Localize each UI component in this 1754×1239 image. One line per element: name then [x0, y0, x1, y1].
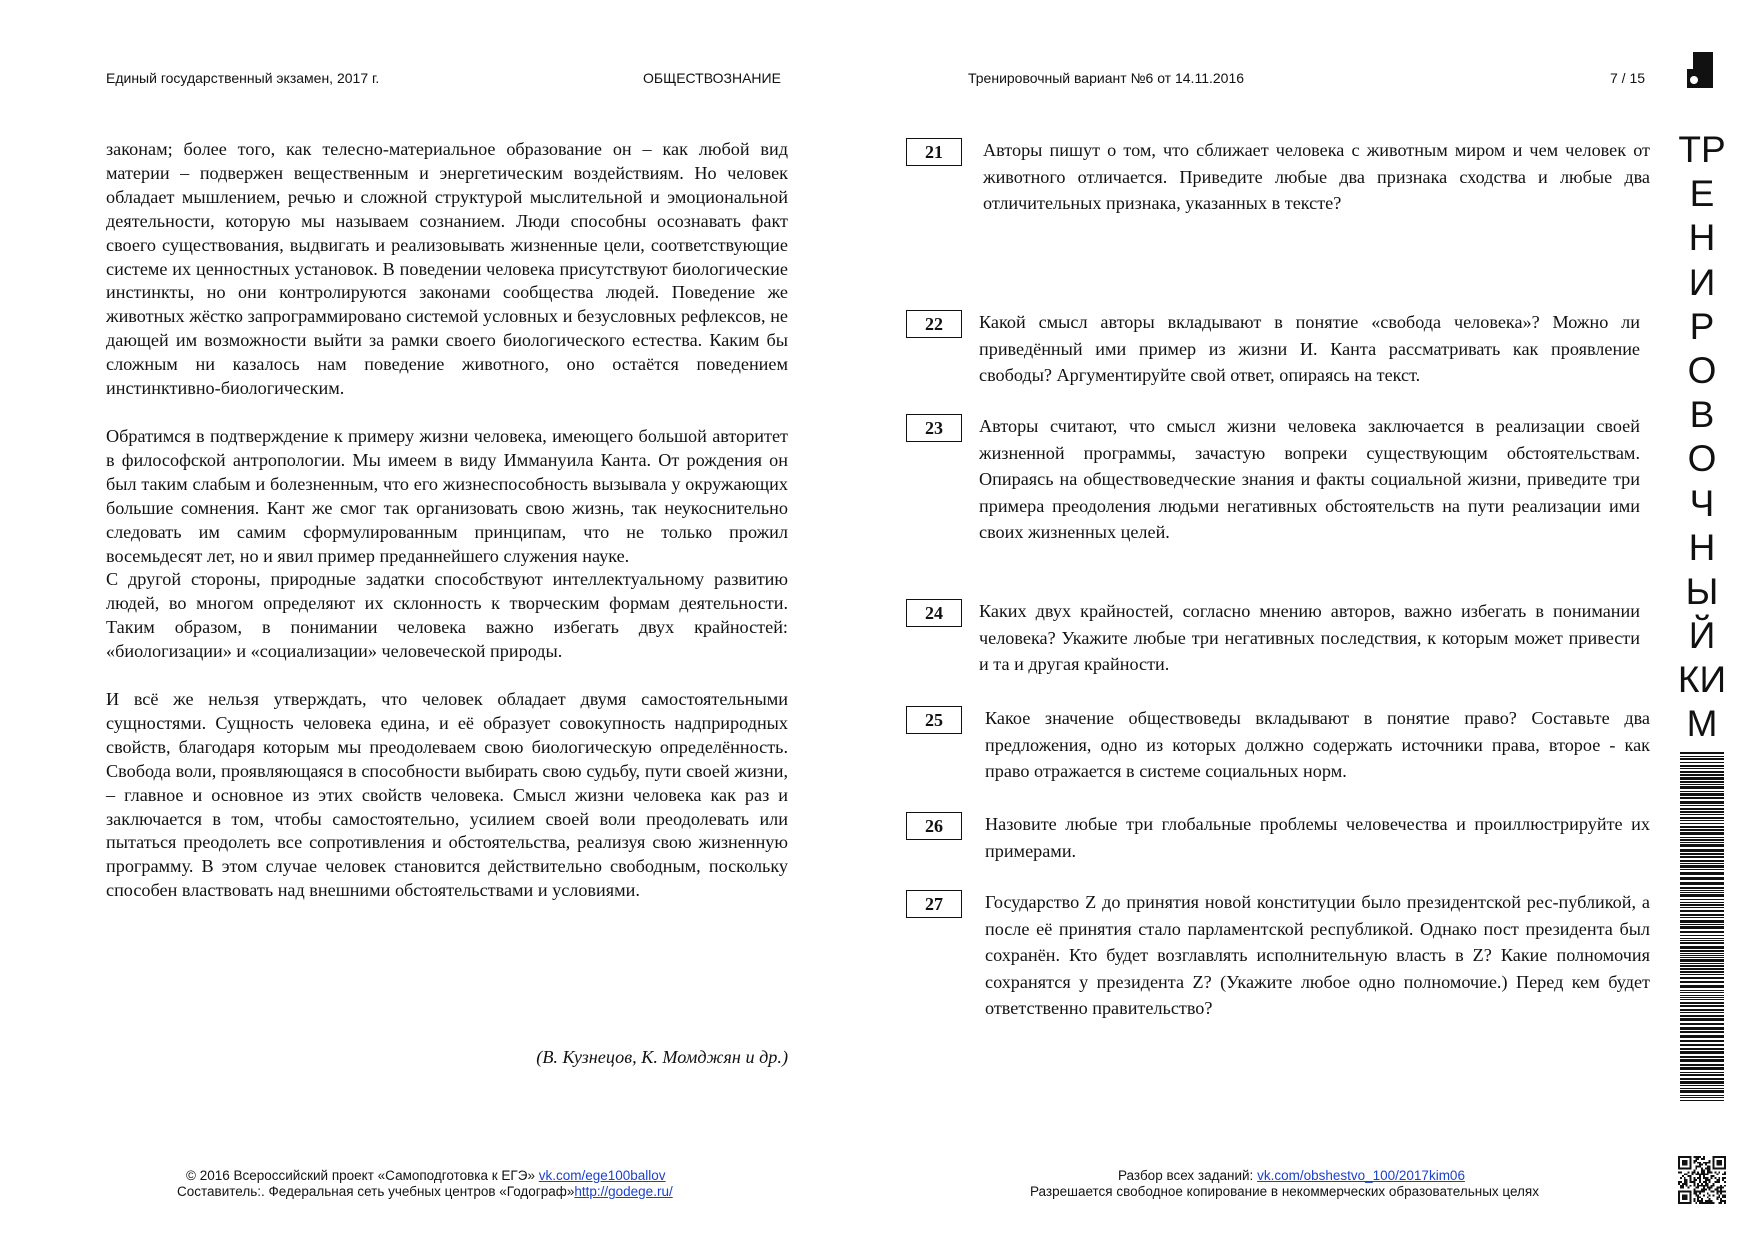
task-23	[906, 414, 1650, 542]
side-vertical-label	[1672, 128, 1732, 747]
footer-left-line-2	[177, 1184, 673, 1200]
reading-passage	[106, 138, 788, 903]
task-number: 27	[906, 890, 962, 918]
side-letter: Ы	[1685, 570, 1719, 612]
side-letter: О	[1687, 349, 1717, 391]
passage-paragraph-4: И всё же нельзя утверждать, что человек обладает двумя самостоятельными сущностями. Сущность человека едина, и её образует совокупность надприродных свойств, благодаря которым мы преодолеваем свою биологическую определённость. Свобода воли, проявляющаяся в способности выбирать свою судьбу, пути своей жизни, – главное и основное из этих свойств человека. Смысл жизни человека как раз и заключается в том, чтобы самостоятельно, усилием своей воли преодолевать или пытаться преодолеть все сопротивления и обстоятельства, реализуя свою жизненную программу. В этом случае человек становится действительно свободным, поскольку способен властвовать над внешними обстоятельствами и условиями.	[106, 689, 788, 901]
header-subject: ОБЩЕСТВОЗНАНИЕ	[643, 70, 781, 86]
task-26	[906, 812, 1650, 861]
task-text: Какой смысл авторы вкладывают в понятие «свобода человека»? Можно ли приведённый ими пример из жизни И. Канта рассматривать как проявление свободы? Аргументируйте свой ответ, опираясь на текст.	[979, 312, 1640, 385]
footer-right-line-2	[1030, 1184, 1539, 1200]
passage-paragraph-2: Обратимся в подтверждение к примеру жизни человека, имеющего большой авторитет в философской антропологии. Мы имеем в виду Иммануила Канта. От рождения он был таким слабым и болезненным, что его жизнеспособность вызывала у окружающих большие сомнения. Кант же смог так организовать свою жизнь, так неукоснительно следовать им самим сформулированным принципам, что не только прожил восемьдесят лет, но и явил пример преданнейшего служения науке.	[106, 425, 788, 566]
footer-link-godege[interactable]: http://godege.ru/	[574, 1184, 673, 1199]
task-21	[906, 138, 1650, 213]
task-22	[906, 310, 1650, 385]
side-letter: Й	[1688, 615, 1716, 657]
side-letter: Р	[1689, 305, 1715, 347]
task-text: Государство Z до принятия новой конституции было президентской рес-публикой, а после её принятия стало парламентской республикой. Однако пост президента был сохранён. Кто будет возглавлять исполнительную власть в Z? Какие полномочия сохранятся у президента Z? (Укажите любое одно полномочие.) Перед кем будет ответственно правительство?	[985, 892, 1650, 1018]
passage-author: (В. Кузнецов, К. Момджян и др.)	[536, 1047, 788, 1067]
footer-analysis-label: Разбор всех заданий:	[1118, 1168, 1254, 1183]
task-number: 26	[906, 812, 962, 840]
side-letter: Н	[1688, 526, 1716, 568]
side-letter: Е	[1689, 173, 1715, 215]
task-24	[906, 599, 1650, 674]
side-letter: В	[1689, 394, 1715, 436]
side-letter: И	[1688, 261, 1716, 303]
footer-right-line-1	[1118, 1168, 1465, 1184]
corner-logo-icon	[1687, 52, 1717, 88]
passage-paragraph-1: законам; более того, как телесно-материальное образование он – как любой вид материи – подвержен вещественным и энергетическим воздействиям. Но человек обладает мышлением, речью и сложной структурой мыслительной и эмоциональной деятельности, которую мы называем сознанием. Люди способны осознавать факт своего существования, выдвигать и реализовывать жизненные цели, соответствующие системе их ценностных установок. В поведении человека присутствуют биологические инстинкты, но они контролируются законами сообщества людей. Поведение же животных жёстко запрограммировано системой условных и безусловных рефлексов, не дающей им возможности выйти за рамки своего биологического естества. Каким бы сложным ни казалось нам поведение животного, оно остаётся поведением инстинктивно-биологическим.	[106, 139, 788, 399]
task-number: 23	[906, 414, 962, 442]
task-text: Какое значение обществоведы вкладывают в понятие право? Составьте два предложения, одно из которых должно содержать источники права, второе - как право отражается в системе социальных норм.	[985, 708, 1650, 781]
footer-compiler: Составитель:. Федеральная сеть учебных центров «Годограф»	[177, 1184, 575, 1199]
task-27	[906, 890, 1650, 1018]
task-number: 22	[906, 310, 962, 338]
side-letter: О	[1687, 438, 1717, 480]
footer-left-line-1	[186, 1168, 666, 1184]
task-text: Авторы пишут о том, что сближает человека с животным миром и чем человек от животного отличается. Приведите любые два признака сходства и любые два отличительных признака, указанных в тексте?	[983, 140, 1650, 213]
side-letter: Ч	[1689, 482, 1715, 524]
side-letter: Н	[1688, 217, 1716, 259]
qr-code-icon	[1678, 1156, 1726, 1204]
header-variant: Тренировочный вариант №6 от 14.11.2016	[968, 70, 1245, 86]
task-number: 21	[906, 138, 962, 166]
footer-copyright: © 2016 Всероссийский проект «Самоподготовка к ЕГЭ»	[186, 1168, 535, 1183]
side-letter: М	[1686, 703, 1718, 745]
barcode-icon	[1680, 752, 1724, 1102]
task-text: Каких двух крайностей, согласно мнению авторов, важно избегать в понимании человека? Укажите любые три негативных последствия, к которым может привести и та и другая крайности.	[979, 601, 1640, 674]
task-text: Назовите любые три глобальные проблемы человечества и проиллюстрируйте их примерами.	[985, 814, 1650, 861]
side-letter: КИ	[1677, 659, 1727, 701]
footer-copy-permission: Разрешается свободное копирование в некоммерческих образовательных целях	[1030, 1184, 1539, 1199]
passage-paragraph-3: С другой стороны, природные задатки способствуют интеллектуальному развитию людей, во многом определяют их склонность к творческим формам деятельности. Таким образом, в понимании человека важно избегать двух крайностей: «биологизации» и «социализации» человеческой природы.	[106, 569, 788, 662]
task-number: 24	[906, 599, 962, 627]
task-text: Авторы считают, что смысл жизни человека заключается в реализации своей жизненной программы, зачастую вопреки существующим обстоятельствам. Опираясь на обществоведческие знания и факты социальной жизни, приведите три примера преодоления людьми негативных обстоятельств на пути реализации ими своих жизненных целей.	[979, 416, 1640, 542]
task-25	[906, 706, 1650, 781]
task-number: 25	[906, 706, 962, 734]
header-page-number: 7 / 15	[1610, 70, 1646, 86]
footer-link-analysis[interactable]: vk.com/obshestvo_100/2017kim06	[1257, 1168, 1465, 1183]
side-letter: ТР	[1678, 129, 1726, 170]
header-exam: Единый государственный экзамен, 2017 г.	[106, 70, 380, 86]
footer-link-ege100[interactable]: vk.com/ege100ballov	[538, 1168, 666, 1183]
